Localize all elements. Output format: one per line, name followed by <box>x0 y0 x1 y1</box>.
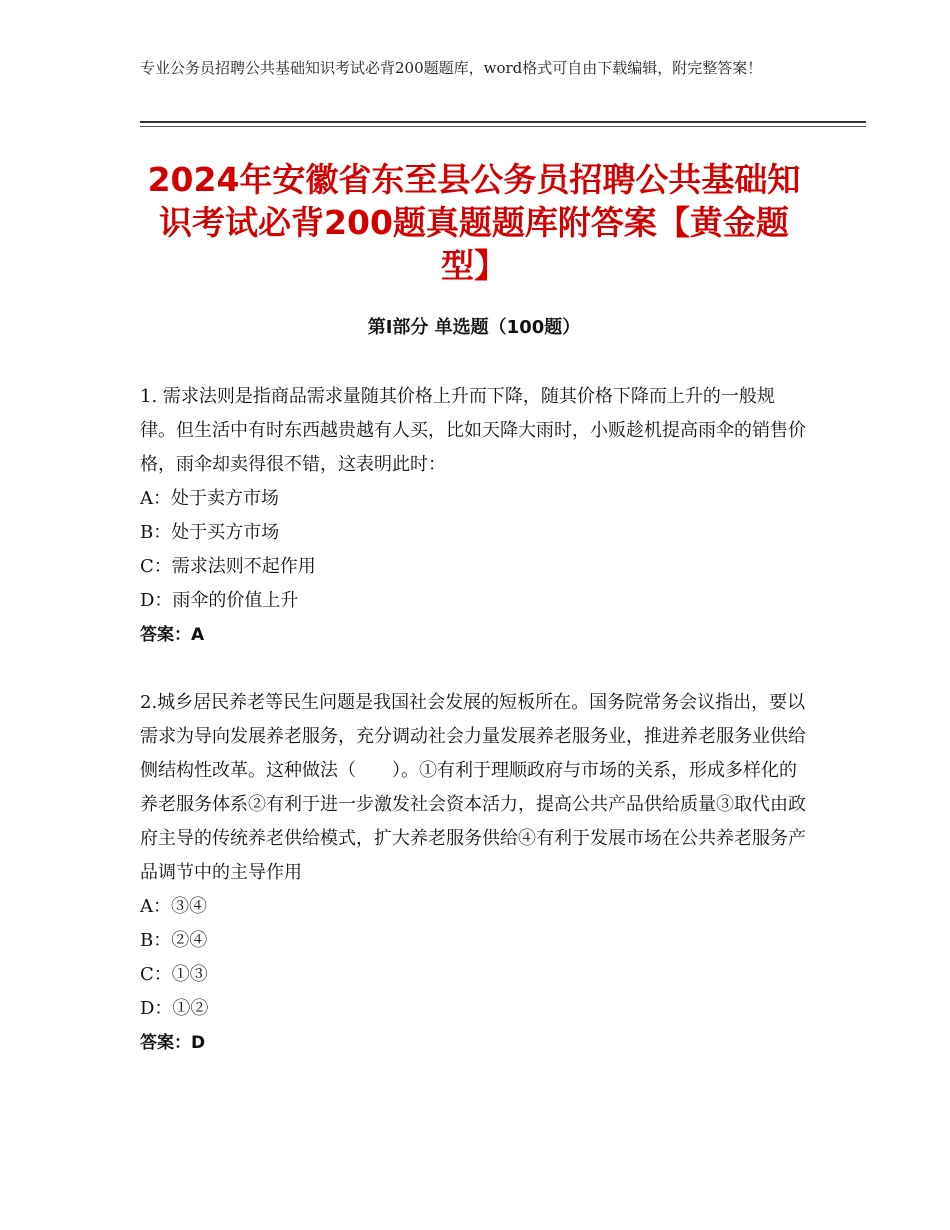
header-divider-thin <box>140 126 866 127</box>
section-title: 第Ⅰ部分 单选题（100题） <box>367 317 581 338</box>
document-title: 2024年安徽省东至县公务员招聘公共基础知识考试必背200题真题题库附答案【黄金题型】 <box>147 160 801 285</box>
option-a: A：处于卖方市场 <box>140 488 279 509</box>
answer-line: 答案：D <box>140 1033 206 1053</box>
question-stem: 1. 需求法则是指商品需求量随其价格上升而下降，随其价格下降而上升的一般规律。但生活中有时东西越贵越有人买，比如天降大雨时，小贩趁机提高雨伞的销售价格，雨伞却卖得很不错，这表明此时： <box>140 386 806 475</box>
option-b: B：处于买方市场 <box>140 522 280 543</box>
option-c: C：①③ <box>140 964 208 985</box>
header-note: 专业公务员招聘公共基础知识考试必背200题题库，word格式可自由下载编辑，附完整答案！ <box>140 59 763 77</box>
answer-line: 答案：A <box>140 625 205 645</box>
option-a: A：③④ <box>140 896 207 917</box>
question-2 <box>140 686 808 1060</box>
option-b: B：②④ <box>140 930 208 951</box>
option-d: D：①② <box>140 998 209 1019</box>
question-stem: 2.城乡居民养老等民生问题是我国社会发展的短板所在。国务院常务会议指出，要以需求为导向发展养老服务，充分调动社会力量发展养老服务业，推进养老服务业供给侧结构性改革。这种做法（ ）。①有利于理顺政府与市场的关系，形成多样化的养老服务体系②有利于进一步激发社会资本活力，提高公共产品供给质量③取代由政府主导的传统养老供给模式，扩大养老服务供给④有利于发展市场在公共养老服务产品调节中的主导作用 <box>140 692 806 883</box>
header-divider-thick <box>140 121 866 123</box>
option-d: D：雨伞的价值上升 <box>140 590 299 611</box>
option-c: C：需求法则不起作用 <box>140 556 316 577</box>
question-1 <box>140 380 808 652</box>
